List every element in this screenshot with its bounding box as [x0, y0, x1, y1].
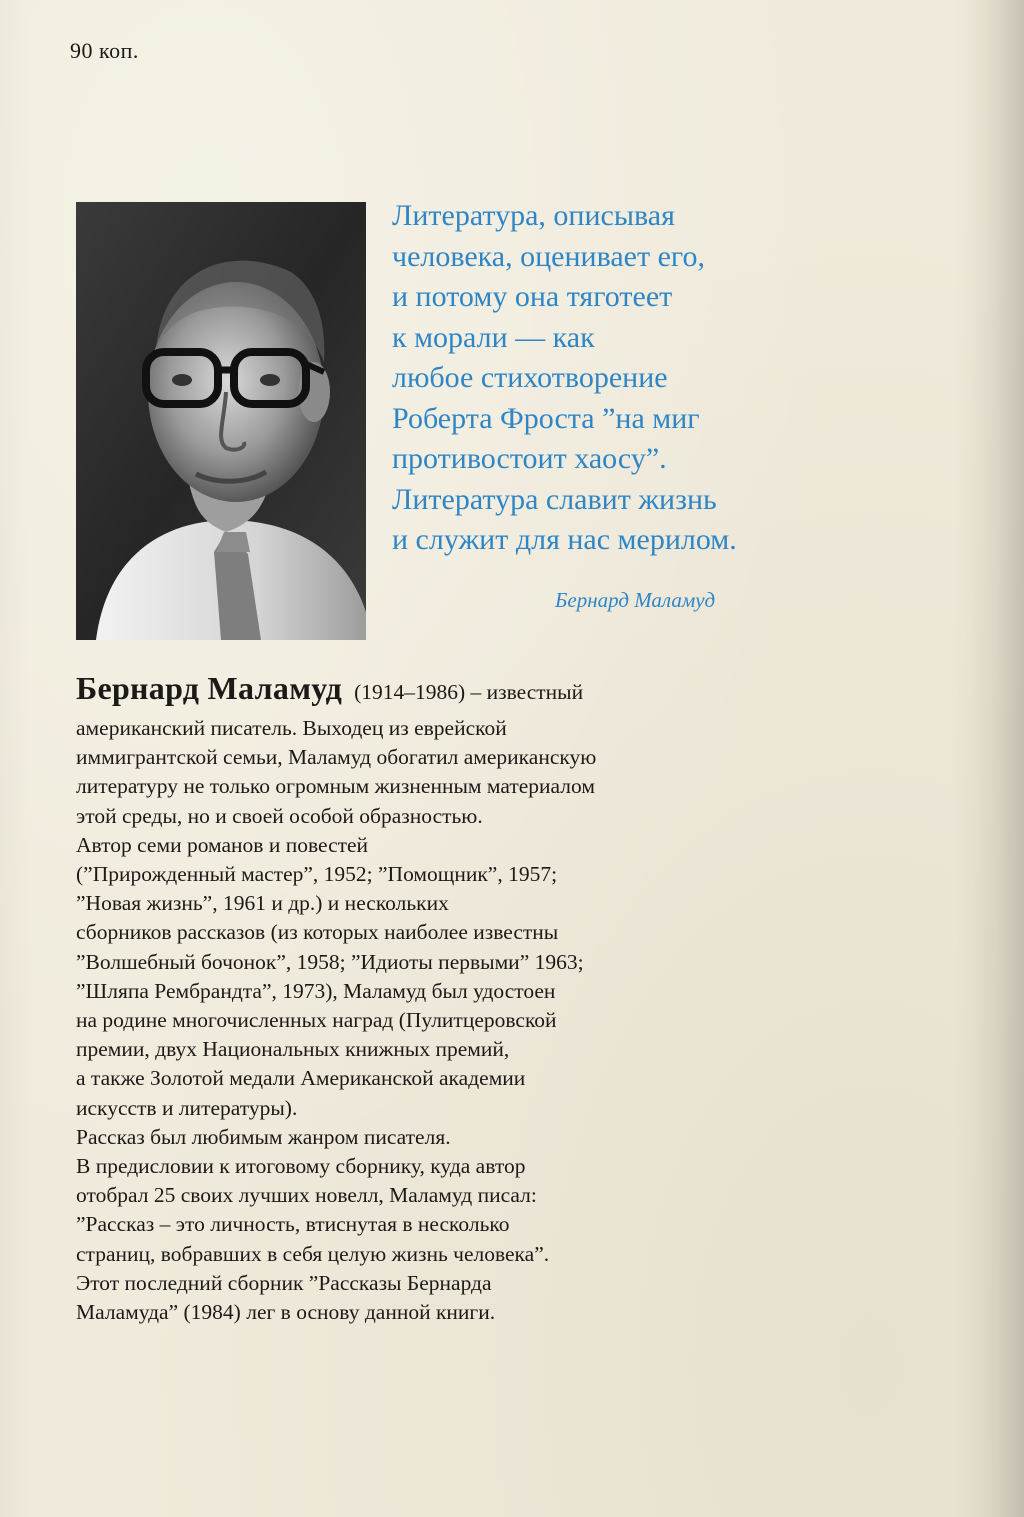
bio-line: В предисловии к итоговому сборнику, куда автор [76, 1154, 526, 1179]
portrait-illustration [76, 202, 366, 640]
bio-line: ”Рассказ – это личность, втиснутая в несколько [76, 1212, 510, 1237]
bio-line: Этот последний сборник ”Рассказы Бернарда [76, 1270, 492, 1295]
bio-line: (”Прирожденный мастер”, 1952; ”Помощник”, 1957; [76, 862, 558, 887]
quote-line: к морали — как [392, 320, 595, 354]
author-biography [76, 666, 816, 1327]
author-name: Бернард Маламуд [76, 670, 343, 706]
quote-line: человека, оценивает его, [392, 239, 705, 273]
quote-line: Литература славит жизнь [392, 482, 717, 516]
quote-line: любое стихотворение [392, 361, 668, 394]
bio-line: премии, двух Национальных книжных премий, [76, 1037, 510, 1062]
quote-line: и служит для нас мерилом. [392, 523, 737, 556]
bio-line: а также Золотой медали Американской академии [76, 1066, 526, 1091]
bio-line: отобрал 25 своих лучших новелл, Маламуд писал: [76, 1183, 537, 1208]
bio-line: Рассказ был любимым жанром писателя. [76, 1124, 451, 1149]
quote-line: Литература, описывая [392, 199, 675, 232]
quote-line: Роберта Фроста ”на миг [392, 401, 700, 435]
price-label: 90 коп. [70, 38, 139, 63]
bio-line: ”Шляпа Рембрандта”, 1973), Маламуд был удостоен [76, 978, 556, 1003]
quote-line: и потому она тяготеет [392, 280, 673, 313]
bio-line: ”Новая жизнь”, 1961 и др.) и нескольких [76, 891, 449, 916]
bio-line: искусств и литературы). [76, 1095, 298, 1120]
bio-line: литературу не только огромным жизненным материалом [76, 774, 595, 799]
bio-line: американский писатель. Выходец из еврейской [76, 716, 507, 740]
bio-line: страниц, вобравших в себя целую жизнь человека”. [76, 1241, 550, 1266]
bio-line: этой среды, но и своей особой образностью. [76, 803, 483, 828]
bio-first-line [76, 666, 816, 714]
cover-edge-shadow [954, 0, 1024, 1517]
quote-line: противостоит хаосу”. [392, 442, 667, 475]
author-portrait-photo [76, 202, 366, 640]
bio-line: на родине многочисленных наград (Пулитцеровской [76, 1008, 557, 1033]
epigraph-quote [392, 196, 862, 561]
bio-line: Автор семи романов и повестей [76, 832, 369, 857]
bio-line: сборников рассказов (из которых наиболее известны [76, 920, 559, 945]
bio-line: иммигрантской семьи, Маламуд обогатил американскую [76, 745, 597, 770]
bio-years-text: (1914–1986) – известный [354, 680, 584, 704]
bio-line: ”Волшебный бочонок”, 1958; ”Идиоты первыми” 1963; [76, 949, 584, 974]
bio-line: Маламуда” (1984) лег в основу данной книги. [76, 1300, 496, 1325]
quote-signature: Бернард Маламуд [555, 588, 716, 612]
